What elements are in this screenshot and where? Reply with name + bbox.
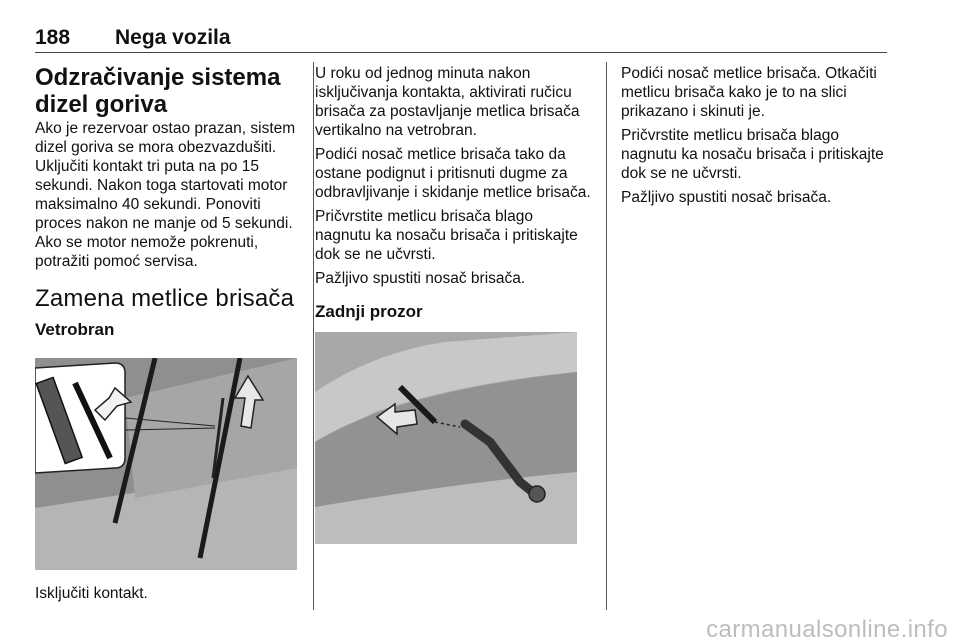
section-heading-wiper-replacement: Zamena metlice brisača bbox=[35, 285, 295, 312]
paragraph-remove-rear-blade: Podići nosač metlice brisača. Otkačiti metlicu brisača kako je to na slici prikazano i skinuti je. bbox=[621, 65, 877, 120]
paragraph-activate-lever: U roku od jednog minuta nakon isključivanja kontakta, aktivirati ručicu brisača za postavljanje metlica brisača vertikalno na vetrobran. bbox=[315, 65, 580, 139]
windscreen-wiper-drawing bbox=[35, 358, 297, 570]
page-header bbox=[35, 26, 885, 52]
paragraph-lift-arm: Podići nosač metlice brisača tako da ostane podignut i pritisnuti dugme za odbravljivanje i skidanje metlice brisača. bbox=[315, 146, 591, 201]
paragraph-lower-arm: Pažljivo spustiti nosač brisača. bbox=[315, 270, 526, 287]
rear-wiper-drawing bbox=[315, 332, 577, 544]
section-heading-bleeding: Odzračivanje sistema dizel goriva bbox=[35, 64, 281, 118]
watermark: carmanualsonline.info bbox=[706, 616, 948, 643]
column-divider-2 bbox=[606, 62, 607, 610]
rear-wiper-illustration bbox=[315, 332, 577, 544]
bleeding-paragraph: Ako je rezervoar ostao prazan, sistem dizel goriva se mora obezvazdušiti. Uključiti kontakt tri puta na po 15 sekundi. Nakon toga startovati motor maksimalno 40 sekundi. Ponoviti proces nakon ne manje od 5 sekundi. Ako se motor nemože pokrenuti, potražiti pomoć servisa. bbox=[35, 120, 296, 270]
running-title: Nega vozila bbox=[115, 26, 231, 49]
header-rule bbox=[35, 52, 887, 53]
column-1 bbox=[35, 64, 301, 608]
caption-ignition-off: Isključiti kontakt. bbox=[35, 585, 148, 602]
column-3 bbox=[621, 64, 891, 212]
subheading-rear-window: Zadnji prozor bbox=[315, 302, 423, 321]
paragraph-attach-rear-blade: Pričvrstite metlicu brisača blago nagnutu ka nosaču brisača i pritiskajte dok se ne učvrsti. bbox=[621, 127, 884, 182]
subheading-windscreen: Vetrobran bbox=[35, 320, 115, 339]
windscreen-wiper-illustration bbox=[35, 358, 297, 570]
paragraph-lower-rear-arm: Pažljivo spustiti nosač brisača. bbox=[621, 189, 832, 206]
column-divider-1 bbox=[313, 62, 314, 610]
column-2 bbox=[315, 64, 593, 544]
paragraph-attach-blade: Pričvrstite metlicu brisača blago nagnutu ka nosaču brisača i pritiskajte dok se ne učvrsti. bbox=[315, 208, 578, 263]
page-number: 188 bbox=[35, 26, 71, 49]
